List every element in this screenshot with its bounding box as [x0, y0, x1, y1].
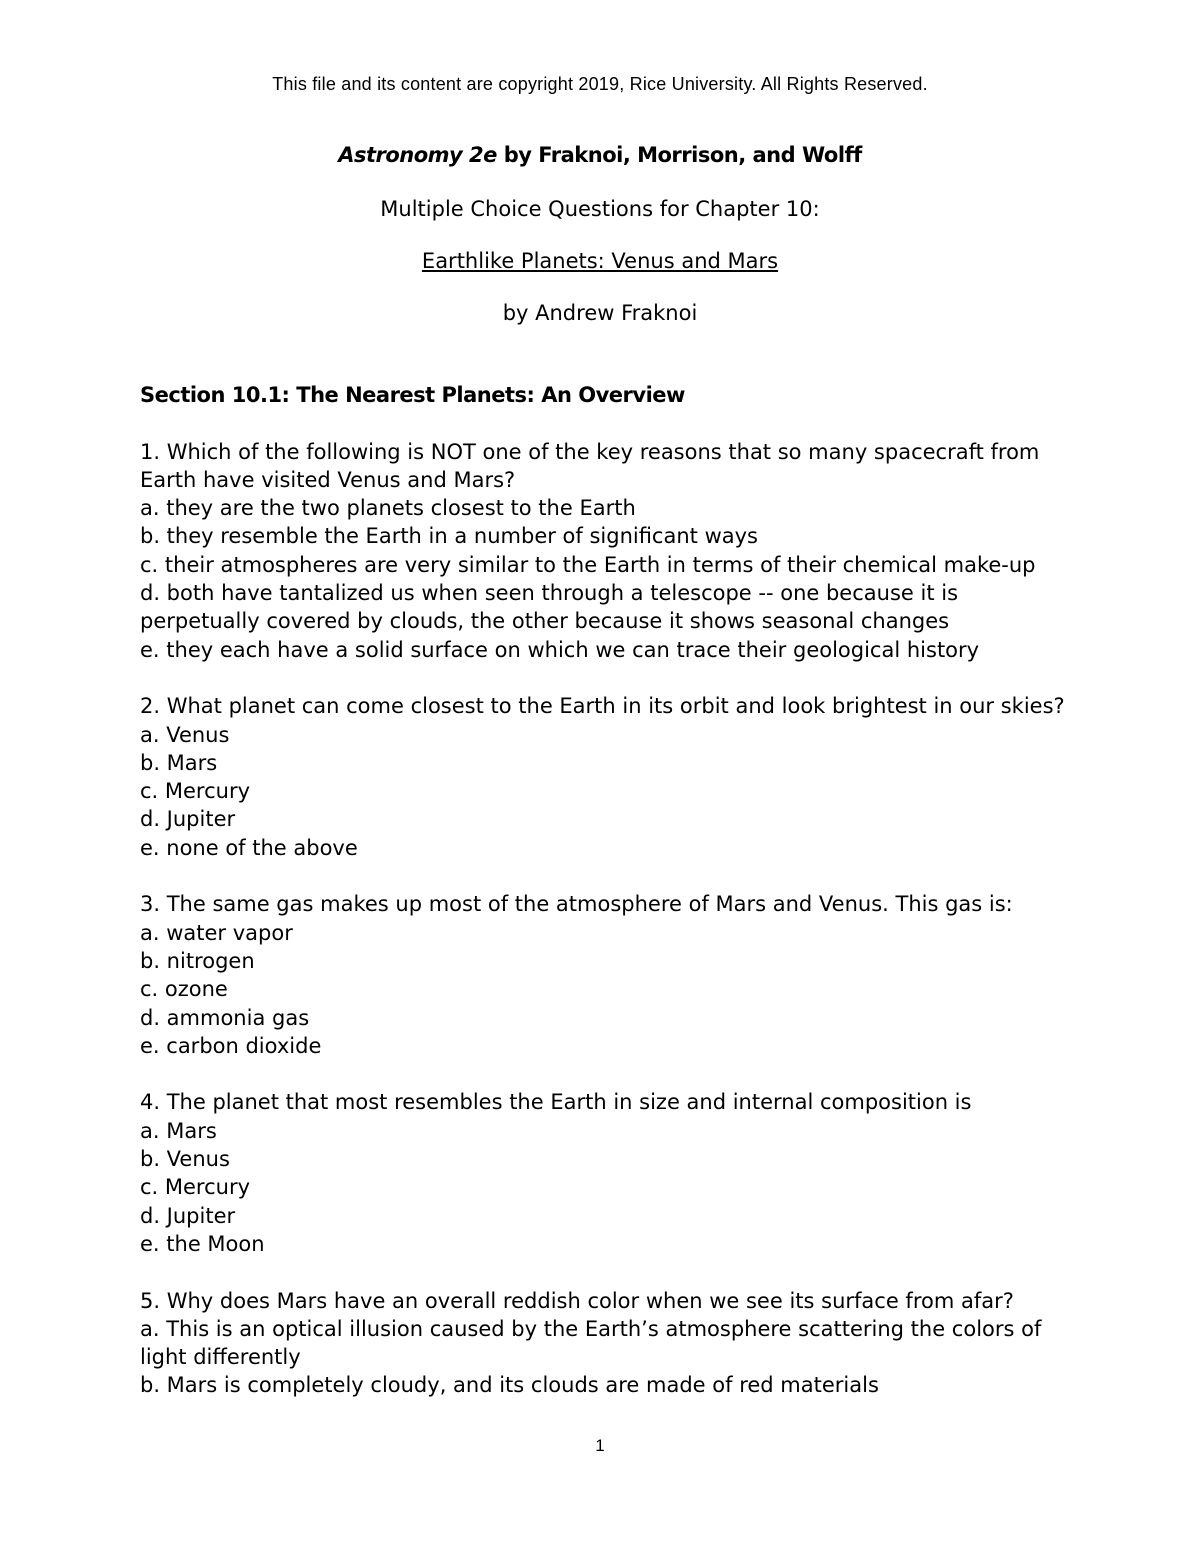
answer-option: b. Mars	[140, 750, 218, 775]
copyright-notice: This file and its content are copyright 2019, Rice University. All Rights Reserved.	[272, 74, 928, 94]
answer-option: d. both have tantalized us when seen through a telescope -- one because it is perpetually covered by clouds, the other because it shows seasonal changes	[140, 581, 959, 634]
answer-option: c. Mercury	[140, 779, 251, 804]
book-title: Astronomy 2e	[338, 143, 497, 167]
answer-option: d. Jupiter	[140, 807, 236, 832]
answer-option: c. Mercury	[140, 1175, 251, 1200]
answer-option: a. This is an optical illusion caused by the Earth’s atmosphere scattering the colors of light differently	[140, 1316, 1042, 1370]
answer-option: a. Mars	[140, 1118, 217, 1143]
question-stem: 5. Why does Mars have an overall reddish color when we see its surface from afar?	[140, 1288, 1014, 1313]
document-subtitle: Multiple Choice Questions for Chapter 10:	[380, 197, 820, 221]
question-4	[140, 1088, 1065, 1258]
question-2	[140, 692, 1065, 862]
answer-option: b. Venus	[140, 1147, 230, 1172]
answer-option: d. Jupiter	[140, 1203, 236, 1228]
answer-option: d. ammonia gas	[140, 1005, 310, 1030]
question-stem: 4. The planet that most resembles the Earth in size and internal composition is	[140, 1090, 972, 1115]
answer-option: e. none of the above	[140, 835, 358, 860]
byline: by Andrew Fraknoi	[502, 301, 698, 325]
answer-option: c. ozone	[140, 977, 228, 1002]
answer-option: e. the Moon	[140, 1231, 265, 1256]
section-heading: Section 10.1: The Nearest Planets: An Overview	[140, 383, 685, 407]
answer-option: e. carbon dioxide	[140, 1033, 322, 1058]
answer-option: a. they are the two planets closest to the Earth	[140, 496, 636, 521]
question-1	[140, 438, 1065, 664]
answer-option: a. Venus	[140, 722, 230, 747]
answer-option: a. water vapor	[140, 920, 293, 945]
question-5	[140, 1287, 1065, 1400]
answer-option: e. they each have a solid surface on which we can trace their geological history	[140, 637, 980, 662]
question-3	[140, 890, 1065, 1060]
book-authors: by Fraknoi, Morrison, and Wolff	[496, 143, 862, 167]
answer-option: b. Mars is completely cloudy, and its clouds are made of red materials	[140, 1373, 879, 1398]
chapter-title: Earthlike Planets: Venus and Mars	[421, 249, 779, 273]
question-stem: 2. What planet can come closest to the Earth in its orbit and look brightest in our skies?	[140, 694, 1065, 719]
document-title	[0, 143, 1200, 167]
page-number: 1	[595, 1436, 605, 1455]
answer-option: c. their atmospheres are very similar to the Earth in terms of their chemical make-up	[140, 552, 1036, 577]
question-stem: 3. The same gas makes up most of the atmosphere of Mars and Venus. This gas is:	[140, 892, 1013, 917]
question-stem: 1. Which of the following is NOT one of the key reasons that so many spacecraft from Earth have visited Venus and Mars?	[140, 439, 1040, 492]
answer-option: b. they resemble the Earth in a number of significant ways	[140, 524, 758, 549]
answer-option: b. nitrogen	[140, 948, 255, 973]
questions-section	[140, 381, 1065, 1428]
